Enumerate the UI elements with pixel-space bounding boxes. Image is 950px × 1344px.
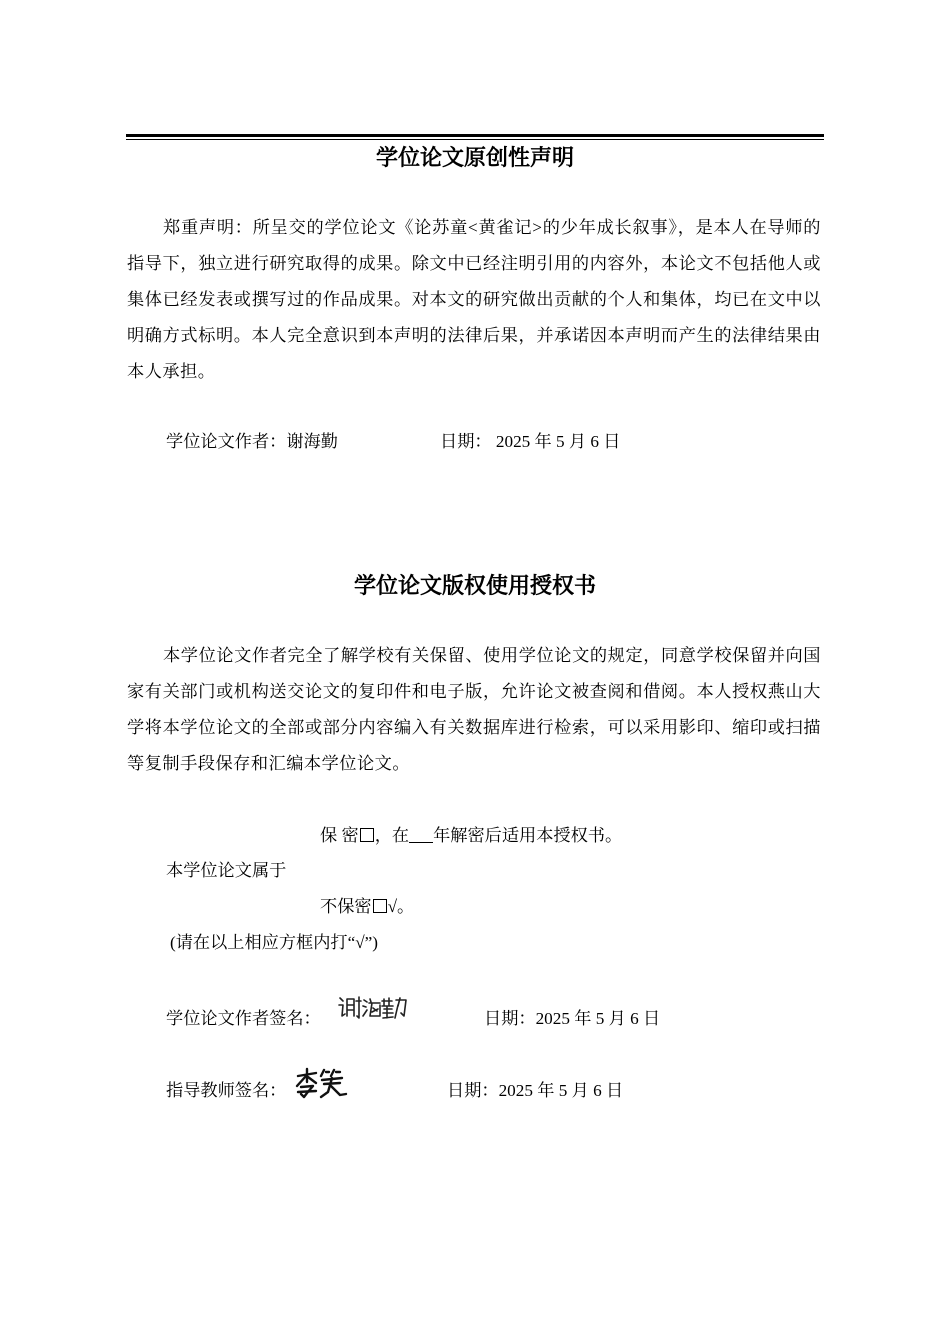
nonconfidential-checkbox[interactable] bbox=[373, 899, 387, 913]
checkbox-instruction: (请在以上相应方框内打“√”) bbox=[170, 933, 379, 952]
year-blank[interactable] bbox=[409, 826, 433, 843]
originality-paragraph: 郑重声明：所呈交的学位论文《论苏童<黄雀记>的少年成长叙事》，是本人在导师的指导下，独立进行研究取得的成果。除文中已经注明引用的内容外，本论文不包括他人或集体已经发表或撰写过的作品成果。对本文的研究做出贡献的个人和集体，均已在文中以明确方式标明。本人完全意识到本声明的法律后果，并承诺因本声明而产生的法律结果由本人承担。 bbox=[127, 218, 821, 381]
belongs-label: 本学位论文属于 bbox=[166, 861, 287, 880]
confidential-option bbox=[320, 824, 622, 848]
nonconfidential-suffix: √。 bbox=[387, 897, 415, 916]
advisor-signature-image bbox=[294, 1066, 352, 1100]
authorization-title: 学位论文版权使用授权书 bbox=[353, 574, 596, 599]
confidential-checkbox[interactable] bbox=[360, 828, 374, 842]
advisor-sign-date: 日期：2025 年 5 月 6 日 bbox=[447, 1081, 624, 1100]
authorization-paragraph: 本学位论文作者完全了解学校有关保留、使用学位论文的规定，同意学校保留并向国家有关部门或机构送交论文的复印件和电子版，允许论文被查阅和借阅。本人授权燕山大学将本学位论文的全部或部分内容编入有关数据库进行检索，可以采用影印、缩印或扫描等复制手段保存和汇编本学位论文。 bbox=[127, 646, 821, 773]
originality-date-value: 2025 年 5 月 6 日 bbox=[495, 432, 621, 451]
header-rule-thin bbox=[126, 139, 824, 140]
originality-date bbox=[440, 430, 621, 454]
originality-title: 学位论文原创性声明 bbox=[375, 146, 574, 171]
confidential-mid: ，在 bbox=[374, 826, 410, 845]
header-rule-thick bbox=[126, 134, 824, 137]
originality-date-label: 日期： bbox=[440, 432, 492, 451]
originality-author: 学位论文作者：谢海勤 bbox=[166, 432, 338, 451]
nonconfidential-prefix: 不保密 bbox=[320, 897, 372, 916]
advisor-sign-label: 指导教师签名： bbox=[166, 1081, 287, 1100]
author-sign-date: 日期：2025 年 5 月 6 日 bbox=[484, 1009, 661, 1028]
confidential-suffix: 年解密后适用本授权书。 bbox=[433, 826, 623, 845]
author-signature-image bbox=[336, 994, 410, 1022]
author-sign-label: 学位论文作者签名： bbox=[166, 1009, 321, 1028]
confidential-prefix: 保 密 bbox=[320, 826, 359, 845]
nonconfidential-option bbox=[320, 895, 414, 919]
